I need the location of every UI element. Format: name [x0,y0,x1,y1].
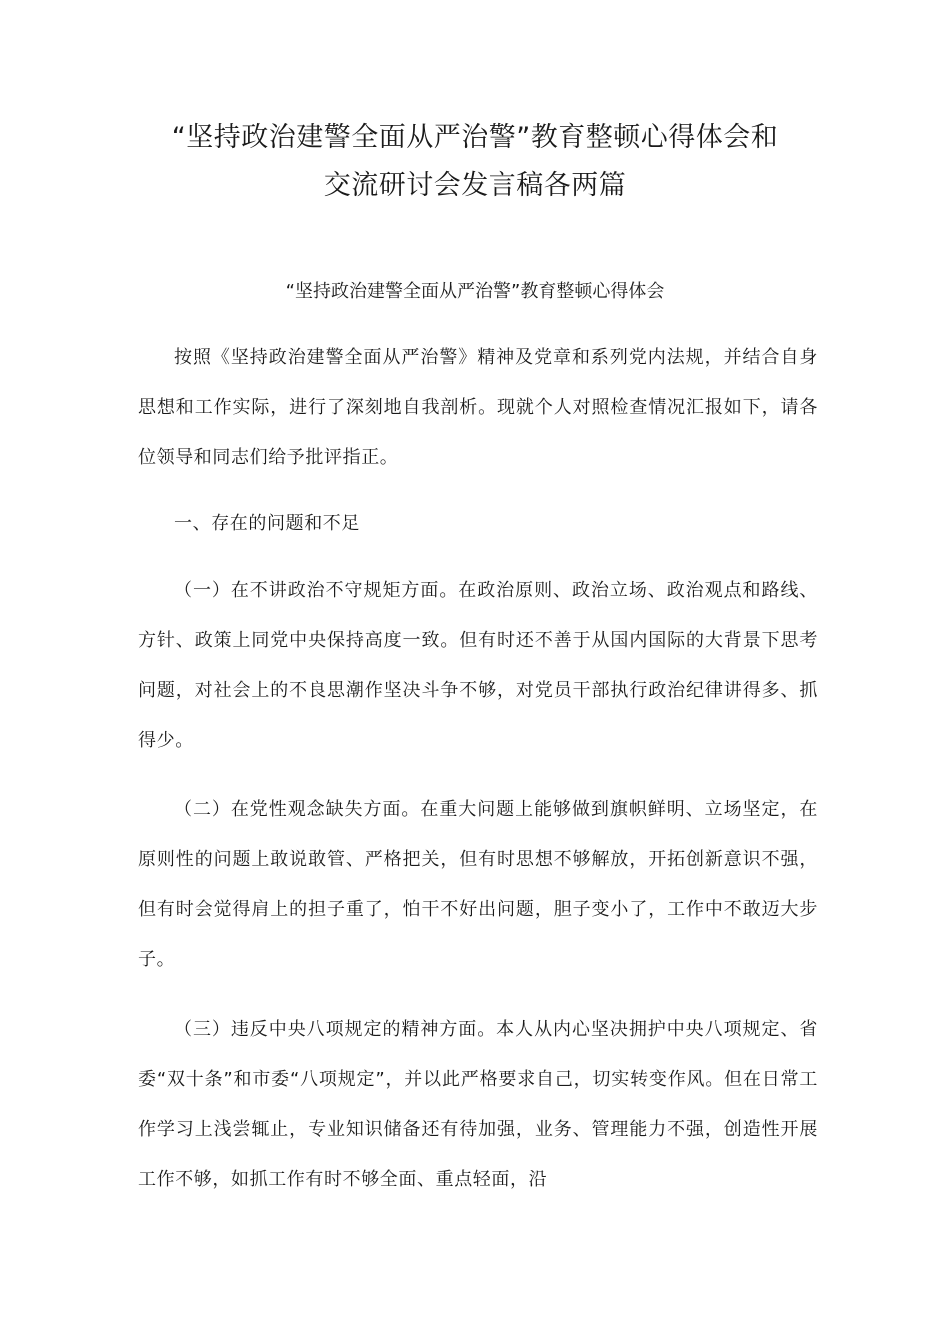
intro-paragraph: 按照《坚持政治建警全面从严治警》精神及党章和系列党内法规，并结合自身思想和工作实际，进行了深刻地自我剖析。现就个人对照检查情况汇报如下，请各位领导和同志们给予批评指正。 [138,347,818,468]
intro-paragraph-block [138,333,818,483]
paragraph-one: （一）在不讲政治不守规矩方面。在政治原则、政治立场、政治观点和路线、方针、政策上同党中央保持高度一致。但有时还不善于从国内国际的大背景下思考问题，对社会上的不良思潮作坚决斗争不够，对党员干部执行政治纪律讲得多、抓得少。 [138,580,818,751]
document-title-line-1: “坚持政治建警全面从严治警”教育整顿心得体会和 [171,122,779,153]
paragraph-one-block [138,566,818,766]
section-heading: 一、存在的问题和不足 [174,513,360,534]
paragraph-three-block [138,1005,818,1205]
document-title-line-2: 交流研讨会发言稿各两篇 [323,170,627,201]
paragraph-two-block [138,785,818,985]
paragraph-three: （三）违反中央八项规定的精神方面。本人从内心坚决拥护中央八项规定、省委“双十条”和市委“八项规定”，并以此严格要求自己，切实转变作风。但在日常工作学习上浅尝辄止，专业知识储备还有待加强，业务、管理能力不强，创造性开展工作不够，如抓工作有时不够全面、重点轻面，沿 [138,1019,818,1190]
section-heading-block [138,499,818,549]
paragraph-two: （二）在党性观念缺失方面。在重大问题上能够做到旗帜鲜明、立场坚定，在原则性的问题上敢说敢管、严格把关，但有时思想不够解放，开拓创新意识不强，但有时会觉得肩上的担子重了，怕干不好出问题，胆子变小了，工作中不敢迈大步子。 [138,799,818,970]
section-subtitle: “坚持政治建警全面从严治警”教育整顿心得体会 [285,281,665,302]
